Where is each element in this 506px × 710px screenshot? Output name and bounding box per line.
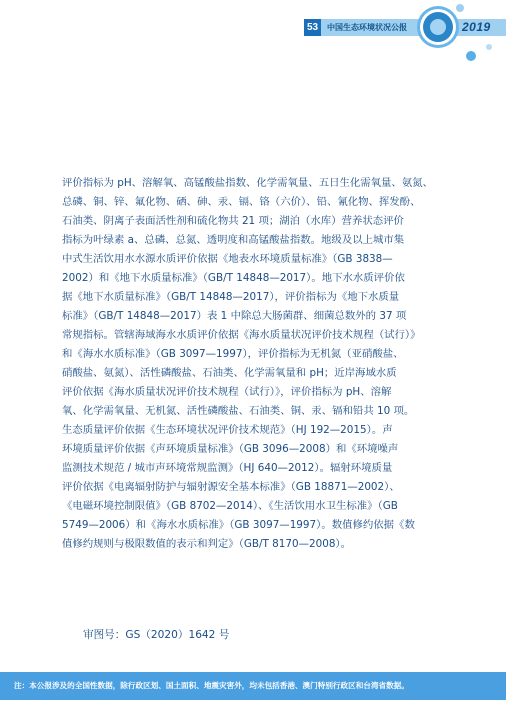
text-line: 评价指标为 pH、溶解氧、高锰酸盐指数、化学需氧量、五日生化需氧量、氨氮、	[62, 177, 433, 189]
text-line: 2002）和《地下水质量标准》（GB/T 14848—2017）。地下水水质评价依	[62, 272, 405, 284]
text-line: 中式生活饮用水水源水质评价依据《地表水环境质量标准》（GB 3838—	[62, 253, 393, 265]
text-line: 硝酸盐、氨氮）、活性磷酸盐、石油类、化学需氧量和 pH；近岸海域水质	[62, 367, 397, 379]
text-line: 监测技术规范 / 城市声环境常规监测》（HJ 640—2012）。辐射环境质量	[62, 462, 393, 474]
text-line: 《电磁环境控制限值》（GB 8702—2014）、《生活饮用水卫生标准》（GB	[62, 500, 398, 512]
text-line: 和《海水水质标准》（GB 3097—1997），评价指标为无机氮（亚硝酸盐、	[62, 348, 404, 360]
text-line: 评价依据《海水质量状况评价技术规程（试行）》，评价指标为 pH、溶解	[62, 386, 392, 398]
decorative-circle-icon	[423, 12, 453, 42]
text-line: 氧、化学需氧量、无机氮、活性磷酸盐、石油类、铜、汞、镉和铅共 10 项。	[62, 405, 415, 417]
text-line: 生态质量评价依据《生态环境状况评价技术规范》（HJ 192—2015）。声	[62, 424, 393, 436]
text-line: 标准》（GB/T 14848—2017）表 1 中除总大肠菌群、细菌总数外的 37 项	[62, 310, 407, 322]
text-line: 总磷、铜、锌、氟化物、硒、砷、汞、镉、铬（六价）、铅、氰化物、挥发酚、	[62, 196, 421, 208]
decorative-dot-icon	[486, 44, 492, 50]
text-line: 常规指标。管辖海域海水水质评价依据《海水质量状况评价技术规程（试行）》	[62, 329, 421, 341]
text-line: 值修约规则与极限数值的表示和判定》（GB/T 8170—2008）。	[62, 538, 352, 550]
body-paragraph	[62, 174, 454, 554]
decorative-dot-icon	[456, 4, 464, 12]
text-line: 石油类、阴离子表面活性剂和硫化物共 21 项；湖泊（水库）营养状态评价	[62, 215, 404, 227]
report-title: 中国生态环境状况公报	[327, 23, 407, 32]
report-year: 2019	[462, 20, 491, 34]
footer-note: 注：本公报涉及的全国性数据，除行政区划、国土面积、地震灾害外，均未包括香港、澳门特别行政区和台湾省数据。	[14, 681, 409, 690]
footer-bar	[0, 672, 506, 700]
text-line: 环境质量评价依据《声环境质量标准》（GB 3096—2008）和《环境噪声	[62, 443, 399, 455]
text-line: 评价依据《电离辐射防护与辐射源安全基本标准》（GB 18871—2002）、	[62, 481, 400, 493]
text-line: 据《地下水质量标准》（GB/T 14848—2017），评价指标为《地下水质量	[62, 291, 400, 303]
decorative-dot-icon	[466, 51, 476, 61]
page-header	[0, 0, 506, 60]
page-number: 53	[304, 19, 321, 36]
text-line: 5749—2006）和《海水水质标准》（GB 3097—1997）。数值修约依据《数	[62, 519, 415, 531]
map-approval-number: 审图号：GS（2020）1642 号	[83, 629, 230, 641]
text-line: 指标为叶绿素 a、总磷、总氮、透明度和高锰酸盐指数。地级及以上城市集	[62, 234, 405, 246]
